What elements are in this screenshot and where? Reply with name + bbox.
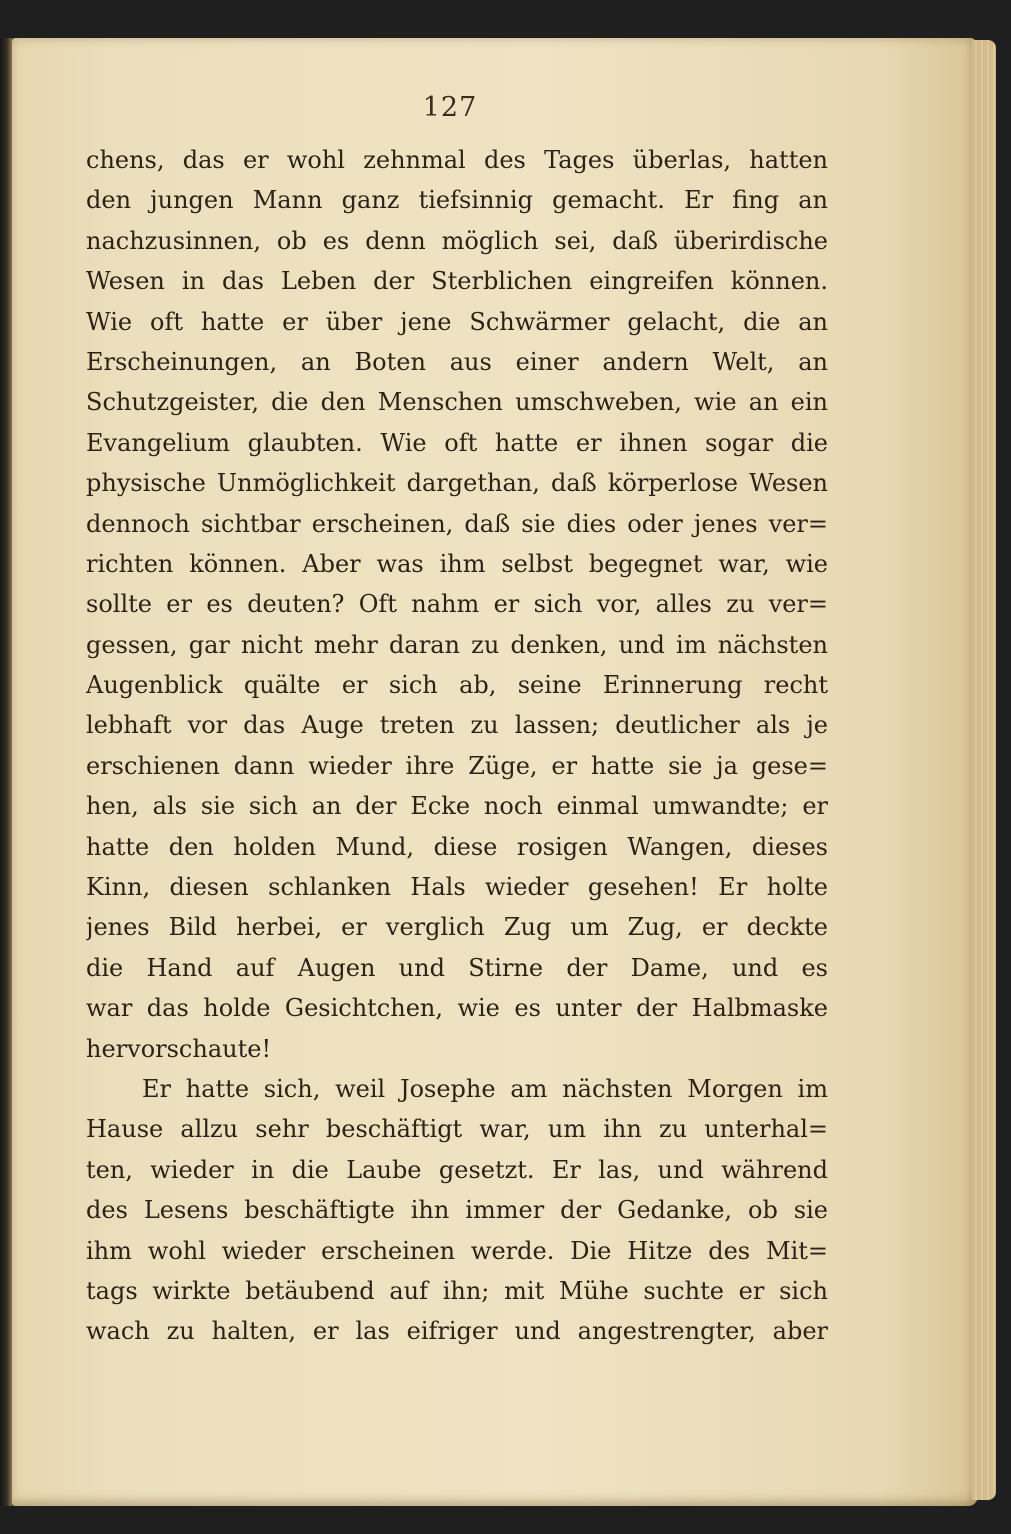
text-line: lebhaft vor das Auge treten zu lassen; deutlicher als je: [86, 711, 828, 740]
text-line: die Hand auf Augen und Stirne der Dame, und es: [86, 953, 828, 982]
text-line: dennoch sichtbar erscheinen, daß sie dies oder jenes ver=: [86, 509, 828, 538]
text-line: Augenblick quälte er sich ab, seine Erinnerung recht: [86, 671, 828, 700]
text-line: den jungen Mann ganz tiefsinnig gemacht. Er fing an: [86, 186, 828, 215]
text-line: Wesen in das Leben der Sterblichen eingreifen können.: [86, 267, 828, 296]
text-line: Schutzgeister, die den Menschen umschweben, wie an ein: [86, 388, 828, 417]
text-line: ihm wohl wieder erscheinen werde. Die Hitze des Mit=: [86, 1236, 828, 1265]
text-line: jenes Bild herbei, er verglich Zug um Zug, er deckte: [86, 913, 828, 942]
text-line: hen, als sie sich an der Ecke noch einmal umwandte; er: [86, 792, 828, 821]
text-line: tags wirkte betäubend auf ihn; mit Mühe suchte er sich: [86, 1276, 828, 1305]
text-line: Evangelium glaubten. Wie oft hatte er ihnen sogar die: [86, 428, 828, 457]
text-line: des Lesens beschäftigte ihn immer der Gedanke, ob sie: [86, 1196, 828, 1225]
text-line: ten, wieder in die Laube gesetzt. Er las, und während: [86, 1155, 828, 1184]
text-line: Hause allzu sehr beschäftigt war, um ihn zu unterhal=: [86, 1115, 828, 1144]
text-line: chens, das er wohl zehnmal des Tages überlas, hatten: [86, 146, 828, 174]
text-line: nachzusinnen, ob es denn möglich sei, daß überirdische: [86, 226, 828, 255]
text-line: erschienen dann wieder ihre Züge, er hatte sie ja gese=: [86, 751, 828, 780]
text-line: Wie oft hatte er über jene Schwärmer gelacht, die an: [86, 307, 828, 336]
text-line: Kinn, diesen schlanken Hals wieder gesehen! Er holte: [86, 873, 828, 902]
page-number: 127: [422, 92, 478, 123]
body-text: [86, 140, 828, 1352]
text-line: physische Unmöglichkeit dargethan, daß körperlose Wesen: [86, 469, 828, 498]
text-line: wach zu halten, er las eifriger und angestrengter, aber: [86, 1317, 828, 1346]
text-line: Er hatte sich, weil Josephe am nächsten Morgen im: [142, 1074, 828, 1103]
text-line: sollte er es deuten? Oft nahm er sich vor, alles zu ver=: [86, 590, 828, 619]
text-line: richten können. Aber was ihm selbst begegnet war, wie: [86, 549, 828, 578]
text-line: war das holde Gesichtchen, wie es unter der Halbmaske: [86, 994, 828, 1023]
text-line: gessen, gar nicht mehr daran zu denken, und im nächsten: [86, 630, 828, 659]
book-spine: [0, 38, 12, 1506]
text-line: hatte den holden Mund, diese rosigen Wangen, dieses: [86, 832, 828, 861]
text-line: hervorschaute!: [86, 1034, 272, 1063]
text-line: Erscheinungen, an Boten aus einer andern Welt, an: [86, 347, 828, 376]
page-edges: [972, 40, 996, 1500]
